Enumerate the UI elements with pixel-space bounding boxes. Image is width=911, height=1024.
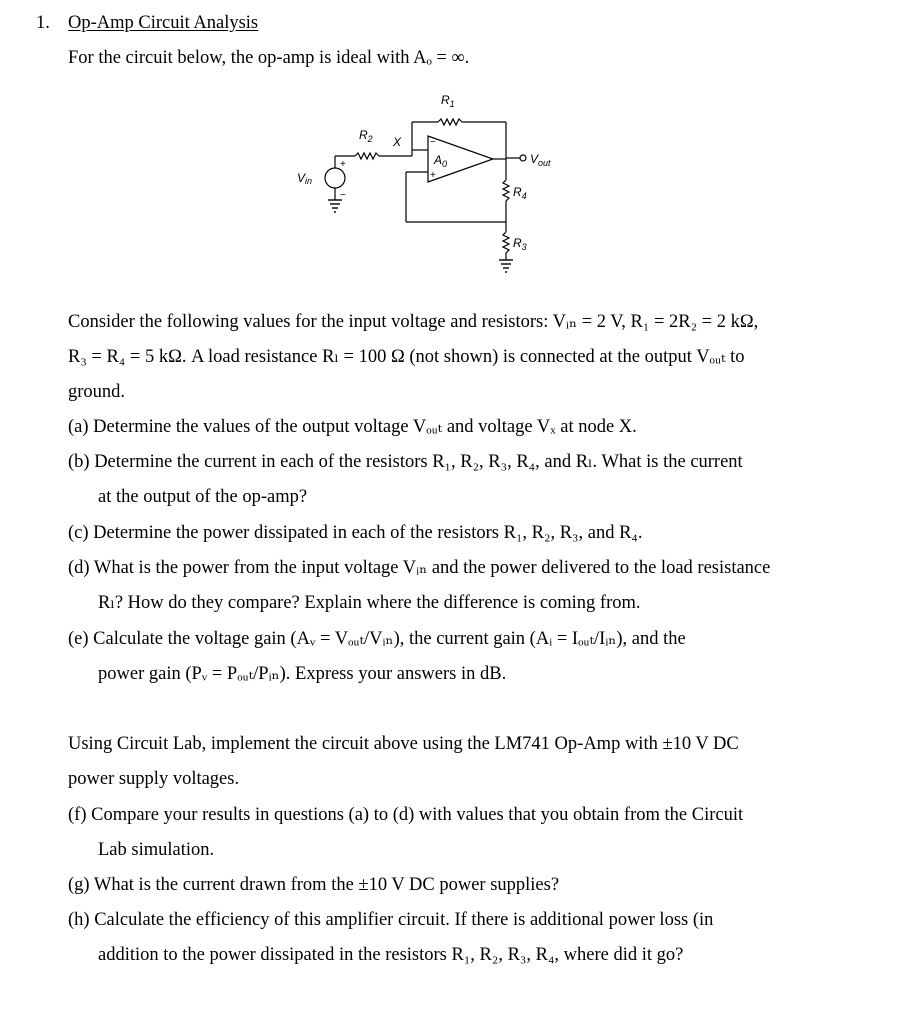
opamp-inverting-sign: − (430, 137, 436, 148)
r4-resistor (503, 180, 509, 201)
given-values-line-1: Consider the following values for the input voltage and resistors: Vᵢₙ = 2 V, R₁ = 2R₂ = 2 kΩ, (68, 312, 759, 332)
question-g: (g) What is the current drawn from the ±10 V DC power supplies? (68, 875, 560, 895)
vout-label: $V_{out}$ (530, 152, 551, 168)
given-values-line-2: R₃ = R₄ = 5 kΩ. A load resistance Rₗ = 100 Ω (not shown) is connected at the output Vₒᵤₜ to (68, 347, 745, 367)
r2-label: $R_2$ (359, 128, 373, 144)
r1-label: $R_1$ (441, 93, 455, 109)
ground-symbol-2 (499, 260, 513, 272)
question-e-line-1: (e) Calculate the voltage gain (Aᵥ = Vₒᵤₜ/Vᵢₙ), the current gain (Aᵢ = Iₒᵤₜ/Iᵢₙ), and the (68, 629, 686, 649)
question-d-line-2: Rₗ? How do they compare? Explain where the difference is coming from. (98, 593, 641, 613)
question-h-line-1: (h) Calculate the efficiency of this amplifier circuit. If there is additional power loss (in (68, 910, 714, 930)
opamp-noninverting-sign: + (430, 170, 436, 181)
circuit-diagram (285, 85, 585, 280)
r2-resistor (355, 153, 379, 159)
opamp-gain-label: $A_0$ (434, 153, 448, 169)
r1-resistor (438, 119, 462, 125)
lab-intro-line-2: power supply voltages. (68, 769, 240, 789)
r4-label: $R_4$ (513, 185, 527, 201)
given-values-line-3: ground. (68, 382, 126, 402)
vin-label: Vin (297, 171, 313, 186)
question-d-line-1: (d) What is the power from the input voltage Vᵢₙ and the power delivered to the load resistance (68, 558, 771, 578)
r3-label: $R_3$ (513, 236, 527, 252)
source-minus-sign: − (340, 190, 346, 201)
question-e-line-2: power gain (Pᵥ = Pₒᵤₜ/Pᵢₙ). Express your answers in dB. (98, 664, 507, 684)
question-c: (c) Determine the power dissipated in each of the resistors R₁, R₂, R₃, and R₄. (68, 523, 643, 543)
r3-resistor (503, 232, 509, 253)
question-f-line-2: Lab simulation. (98, 840, 215, 860)
vout-terminal (520, 155, 526, 161)
question-a: (a) Determine the values of the output voltage Vₒᵤₜ and voltage Vₓ at node X. (68, 417, 637, 437)
lab-intro-line-1: Using Circuit Lab, implement the circuit above using the LM741 Op-Amp with ±10 V DC (68, 734, 739, 754)
question-b-line-2: at the output of the op-amp? (98, 487, 308, 507)
question-h-line-2: addition to the power dissipated in the resistors R₁, R₂, R₃, R₄, where did it go? (98, 945, 684, 965)
problem-title: Op-Amp Circuit Analysis (68, 13, 259, 33)
ground-symbol (328, 200, 342, 212)
question-b-line-1: (b) Determine the current in each of the resistors R₁, R₂, R₃, R₄, and Rₗ. What is the current (68, 452, 743, 472)
problem-number: 1. (36, 13, 50, 33)
node-x-label: X (393, 135, 402, 149)
intro-text: For the circuit below, the op-amp is ideal with Aₒ = ∞. (68, 48, 470, 68)
question-f-line-1: (f) Compare your results in questions (a) to (d) with values that you obtain from the Circuit (68, 805, 744, 825)
vin-source (325, 168, 345, 188)
source-plus-sign: + (340, 159, 346, 170)
